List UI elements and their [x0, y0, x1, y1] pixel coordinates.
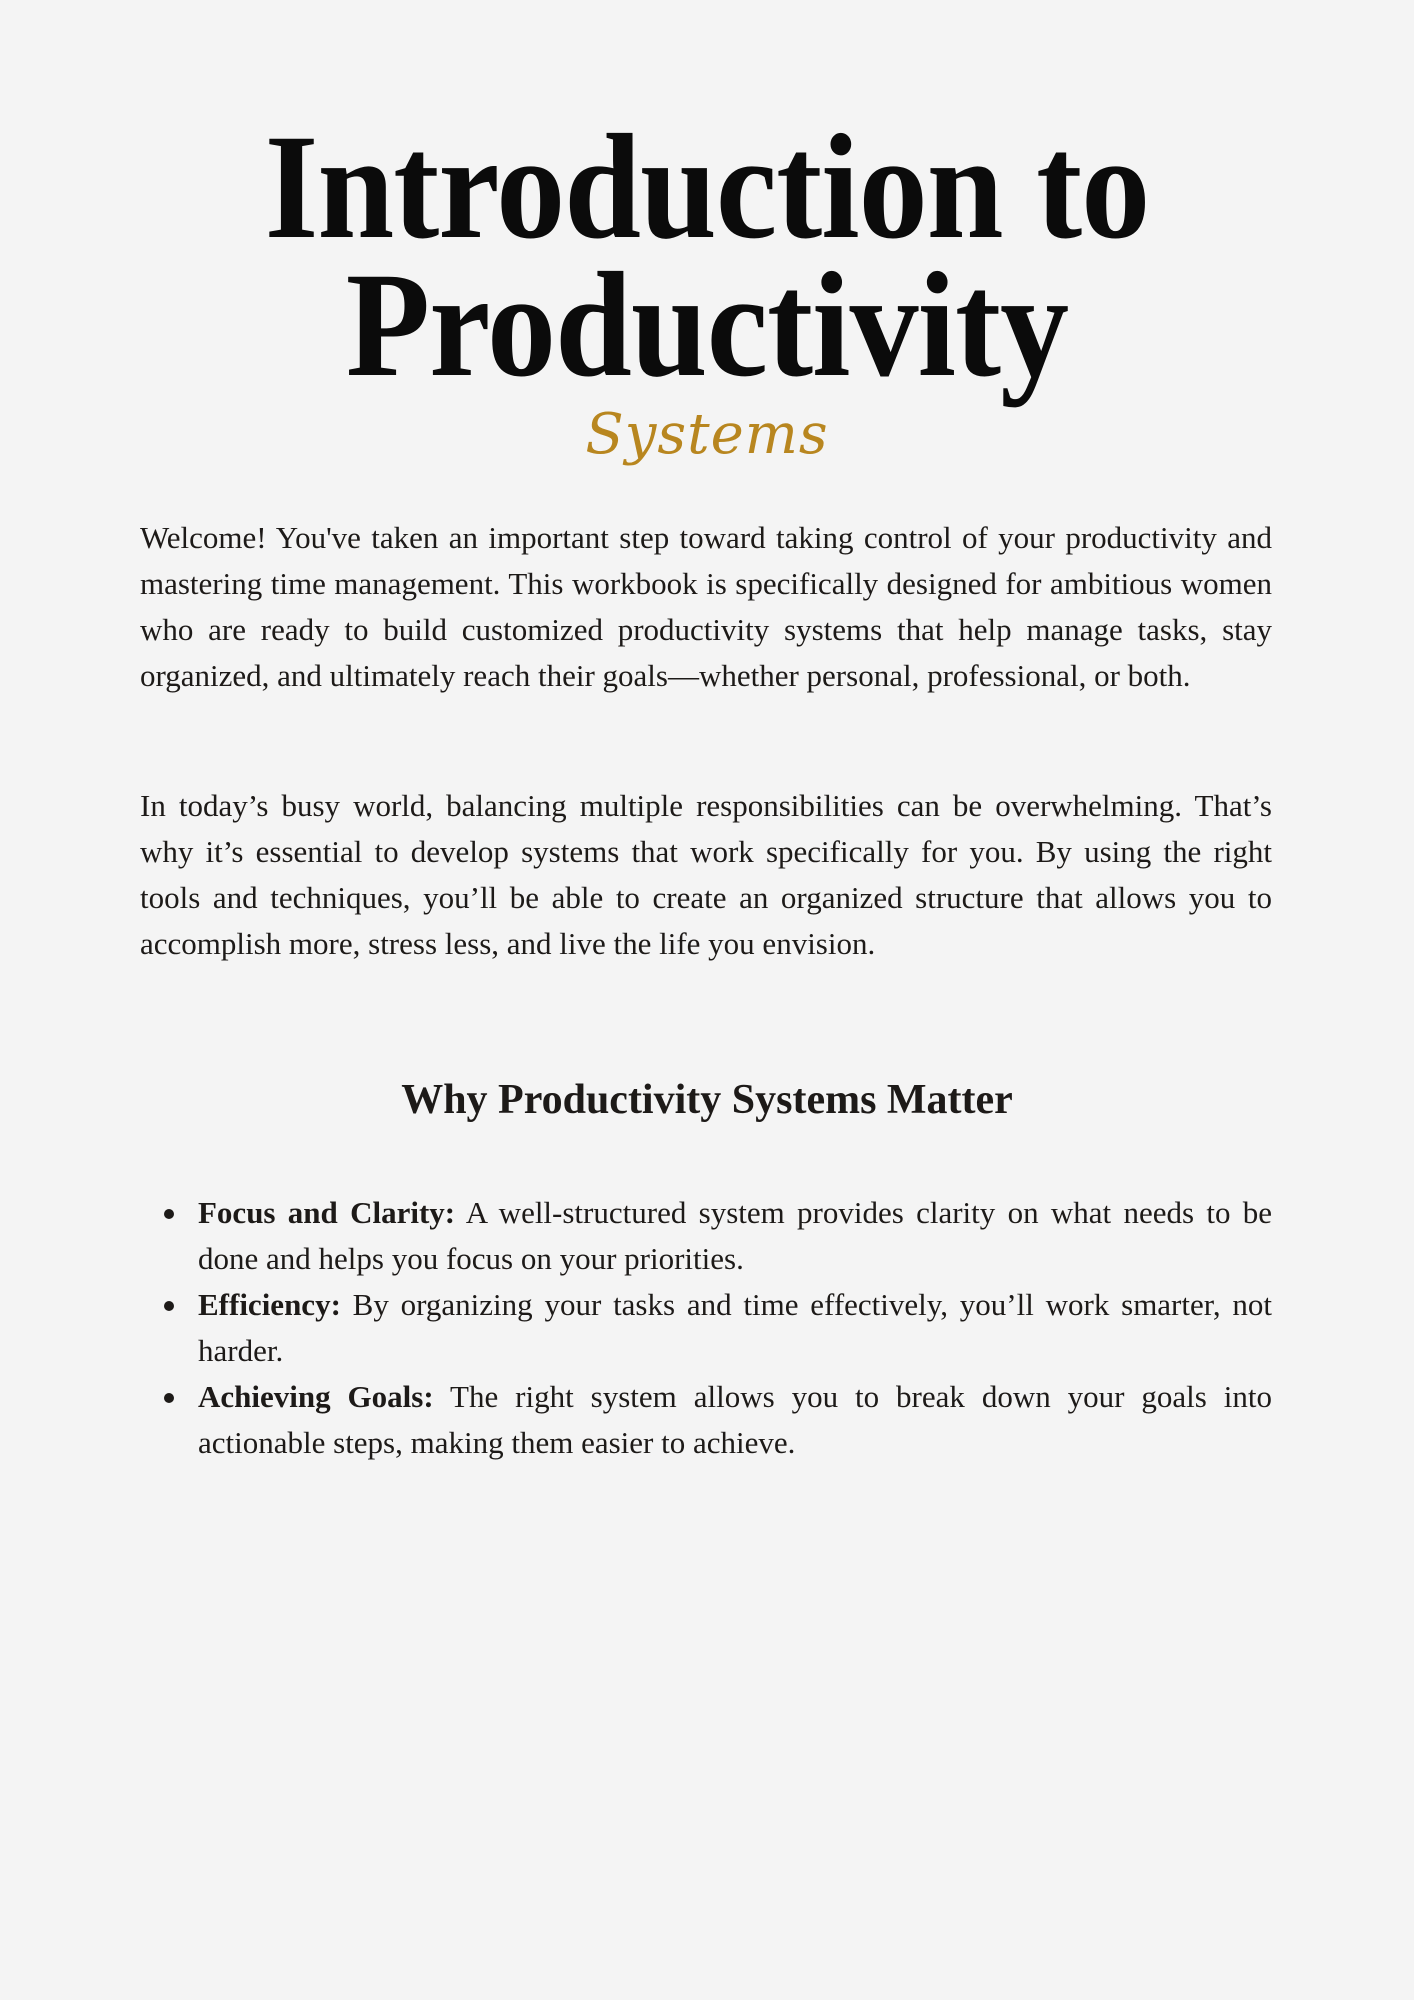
- list-item-text: By organizing your tasks and time effectively, you’ll work smarter, not harder.: [198, 1287, 1272, 1368]
- list-item: [140, 1374, 1272, 1466]
- list-item-text: A well-structured system provides clarity on what needs to be done and helps you focus on your priorities.: [198, 1195, 1272, 1276]
- intro-paragraph: Welcome! You've taken an important step toward taking control of your productivity and mastering time management. This workbook is specifically designed for ambitious women who are ready to build customized productivity systems that help manage tasks, stay organized, and ultimately reach their goals—whether personal, professional, or both.: [140, 520, 1272, 693]
- context-paragraph: In today’s busy world, balancing multiple responsibilities can be overwhelming. That’s why it’s essential to develop systems that work specifically for you. By using the right tools and techniques, you’ll be able to create an organized structure that allows you to accomplish more, stress less, and live the life you envision.: [140, 788, 1272, 961]
- script-subtitle: Systems: [585, 402, 829, 467]
- list-item: [140, 1190, 1272, 1282]
- list-item-label: Focus and Clarity:: [198, 1195, 456, 1230]
- bullet-icon: [164, 1209, 174, 1219]
- section-heading: Why Productivity Systems Matter: [401, 1077, 1013, 1123]
- list-item-text: The right system allows you to break down your goals into actionable steps, making them easier to achieve.: [198, 1379, 1273, 1460]
- bullet-icon: [164, 1393, 174, 1403]
- list-item-label: Achieving Goals:: [198, 1379, 434, 1414]
- page-title-line-1: Introduction to: [264, 104, 1150, 270]
- list-item: [140, 1282, 1272, 1374]
- bullet-icon: [164, 1301, 174, 1311]
- list-item-label: Efficiency:: [198, 1287, 341, 1322]
- page-title-line-2: Productivity: [345, 242, 1069, 408]
- benefits-list: [140, 1190, 1272, 1466]
